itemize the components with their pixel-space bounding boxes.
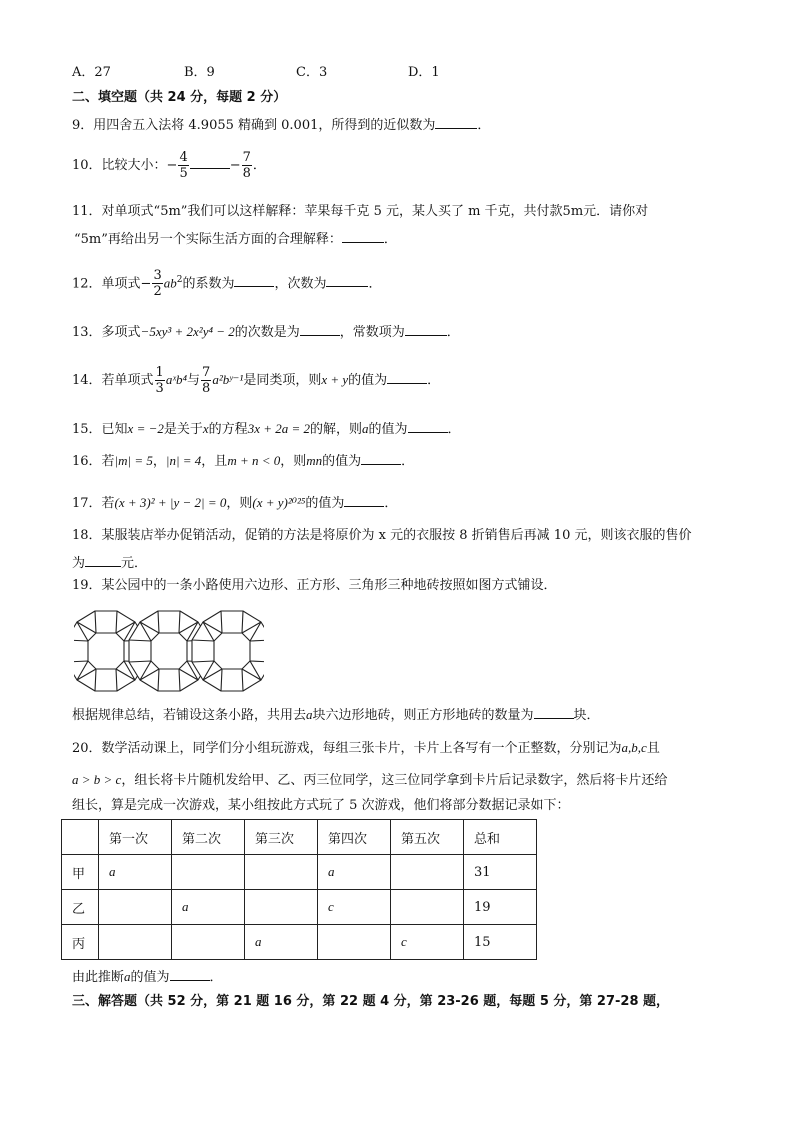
fraction-4-5: $\frac{4}{5}$	[179, 150, 188, 181]
question-20-conclusion: 由此推断a的值为 ．	[72, 969, 223, 985]
option-d: D．1	[408, 65, 440, 80]
table-header-row: 第一次 第二次 第三次 第四次 第五次 总和	[62, 820, 537, 855]
question-20-line1: 20．数学活动课上，同学们分小组玩游戏，每组三张卡片，卡片上各写有一个正整数，分别记为a,b,c且	[72, 740, 660, 756]
table-row: 丙 a c 15	[62, 925, 537, 960]
question-9: 9．用四舍五入法将 4.9055 精确到 0.001，所得到的近似数为 ．	[72, 118, 491, 133]
question-13: 13．多项式−5xy³ + 2x²y⁴ − 2的次数是为 ，常数项为 ．	[72, 324, 460, 340]
table-row: 乙 a c 19	[62, 890, 537, 925]
section3-heading: 三、解答题（共 52 分，第 21 题 16 分，第 22 题 4 分，第 23-26 题，每题 5 分，第 27-28 题，	[72, 994, 670, 1009]
question-11-line1: 11．对单项式“5m”我们可以这样解释：苹果每千克 5 元，某人买了 m 千克，共付款5m元．请你对	[72, 204, 649, 219]
question-18-line2: 为 元．	[72, 556, 148, 571]
option-c: C．3	[296, 65, 328, 80]
tile-pattern	[74, 608, 264, 694]
section2-heading: 二、填空题（共 24 分，每题 2 分）	[72, 90, 287, 105]
question-18-line1: 18．某服装店举办促销活动，促销的方法是将原价为 x 元的衣服按 8 折销售后再减 10 元，则该衣服的售价	[72, 528, 692, 543]
tile-block-3	[192, 611, 264, 691]
options-row	[72, 65, 520, 81]
question-17: 17．若(x + 3)² + |y − 2| = 0，则(x + y)²⁰²⁵的值为 ．	[72, 495, 398, 511]
question-19-line2: 根据规律总结，若铺设这条小路，共用去a块六边形地砖，则正方形地砖的数量为 块．	[72, 707, 600, 723]
question-20-line3: 组长，算是完成一次游戏，某小组按此方式玩了 5 次游戏，他们将部分数据记录如下：	[72, 798, 570, 813]
question-19-line1: 19．某公园中的一条小路使用六边形、正方形、三角形三种地砖按照如图方式铺设．	[72, 578, 557, 593]
question-15: 15．已知x = −2是关于x的方程3x + 2a = 2的解，则a的值为 ．	[72, 421, 461, 437]
question-16: 16．若|m| = 5，|n| = 4，且m + n < 0，则mn的值为 ．	[72, 453, 415, 469]
question-10: 10．比较大小：− $\frac{4}{5}$ − $\frac{7}{8}$ ．	[72, 150, 266, 181]
question-11-line2: “5m”再给出另一个实际生活方面的合理解释： ．	[74, 232, 397, 247]
table-row: 甲 a a 31	[62, 855, 537, 890]
fraction-3-2: $\frac{3}{2}$	[153, 268, 162, 300]
question-14: 14．若单项式 $\frac{1}{3}$ aˣb⁴与 $\frac{7}{8}$ a²bʸ⁻¹是同类项，则x + y的值为 ．	[72, 365, 441, 396]
option-a: A．27	[72, 65, 111, 80]
option-b: B．9	[184, 65, 215, 80]
question-20-line2: a > b > c，组长将卡片随机发给甲、乙、丙三位同学，这三位同学拿到卡片后记录数字，然后将卡片还给	[72, 772, 668, 788]
fraction-7-8: $\frac{7}{8}$	[242, 150, 251, 181]
question-12: 12．单项式− $\frac{3}{2}$ $ab^2$的系数为 ，次数为 ．	[72, 268, 382, 300]
record-table	[61, 819, 537, 960]
